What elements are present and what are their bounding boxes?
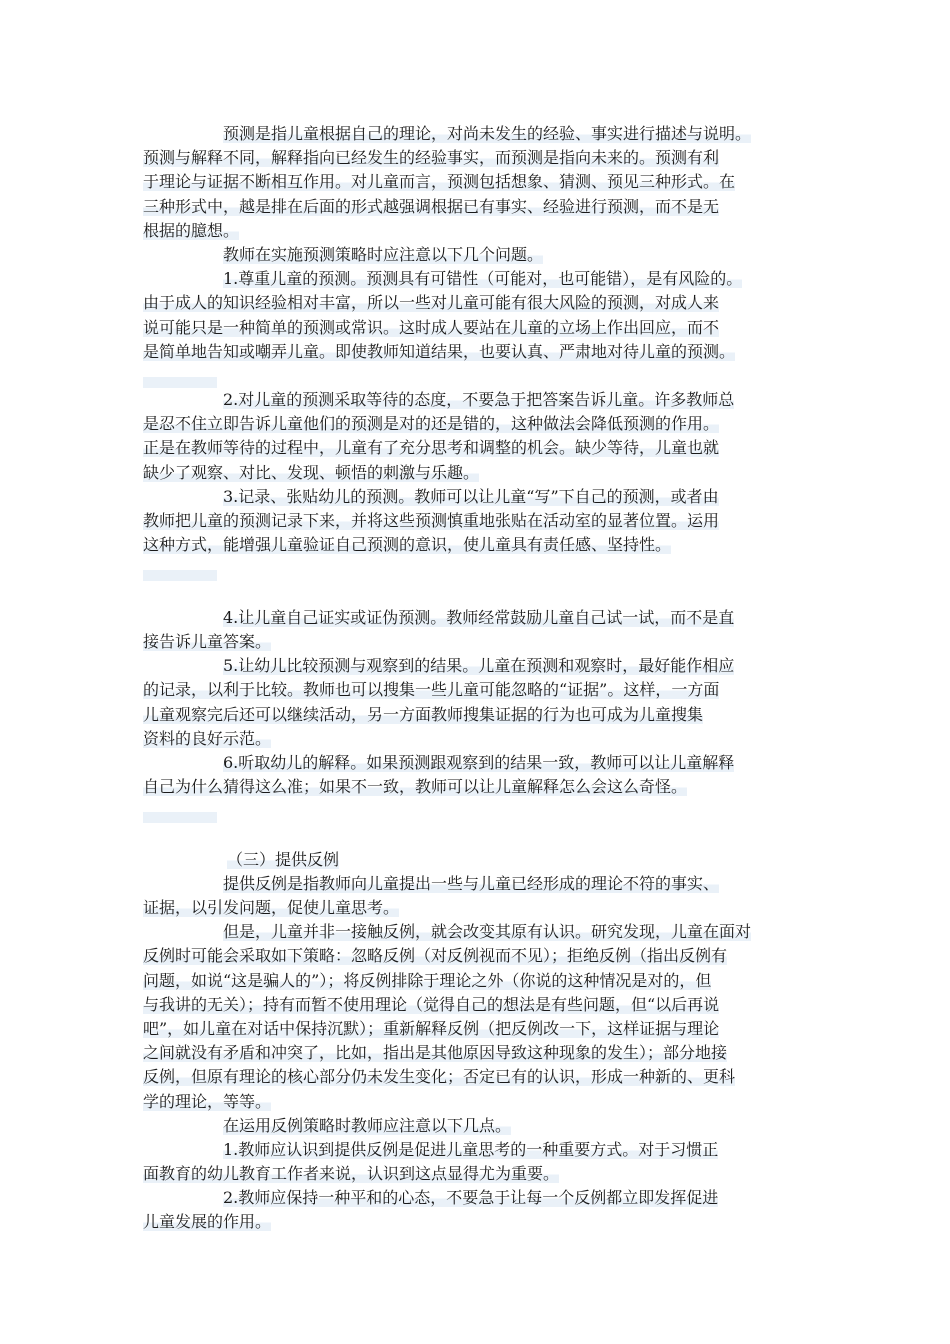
text-line (143, 1162, 809, 1186)
text-line-content: 问题，如说“这是骗人的”）；将反例排除于理论之外（你说的这种情况是对的，但 (143, 970, 712, 990)
text-line (143, 412, 809, 436)
text-line-content: 但是，儿童并非一接触反例，就会改变其原有认识。研究发现，儿童在面对 (223, 922, 752, 942)
text-line-content: 反例时可能会采取如下策略：忽略反例（对反例视而不见）；拒绝反例（指出反例有 (143, 946, 728, 966)
text-line (143, 630, 809, 654)
text-line-content: 预测与解释不同，解释指向已经发生的经验事实，而预测是指向未来的。预测有利 (143, 148, 720, 168)
text-line-content: 自己为什么猜得这么准；如果不一致，教师可以让儿童解释怎么会这么奇怪。 (143, 777, 688, 797)
text-line (143, 195, 809, 219)
document-body (143, 122, 809, 1235)
text-line-content: 吧”，如儿童在对话中保持沉默）；重新解释反例（把反例改一下，这样证据与理论 (143, 1018, 720, 1038)
text-line-content (143, 799, 217, 823)
text-line (143, 727, 809, 751)
text-line (143, 896, 809, 920)
text-line-content: 6.听取幼儿的解释。如果预测跟观察到的结果一致，教师可以让儿童解释 (223, 752, 735, 772)
text-line-content (143, 364, 217, 388)
text-line (143, 219, 809, 243)
text-line (143, 1210, 809, 1234)
text-line (143, 993, 809, 1017)
text-line (143, 606, 809, 630)
text-line-content: 1.尊重儿童的预测。预测具有可错性（可能对，也可能错），是有风险的。 (223, 269, 743, 289)
text-line-content: 的记录，以利于比较。教师也可以搜集一些儿童可能忽略的“证据”。这样，一方面 (143, 680, 720, 700)
text-line-content: 2.对儿童的预测采取等待的态度，不要急于把答案告诉儿童。许多教师总 (223, 390, 735, 410)
text-line (143, 461, 809, 485)
text-line-content: 5.让幼儿比较预测与观察到的结果。儿童在预测和观察时，最好能作相应 (223, 656, 735, 676)
text-line-content: 与我讲的无关）；持有而暂不使用理论（觉得自己的想法是有些问题，但“以后再说 (143, 994, 720, 1014)
text-line (143, 848, 809, 872)
text-line (143, 146, 809, 170)
text-line (143, 799, 809, 823)
text-line (143, 557, 809, 581)
text-line (143, 485, 809, 509)
text-line-content: 资料的良好示范。 (143, 728, 272, 748)
text-line (143, 823, 809, 847)
text-line (143, 1065, 809, 1089)
text-line (143, 316, 809, 340)
text-line-content: 正是在教师等待的过程中，儿童有了充分思考和调整的机会。缺少等待，儿童也就 (143, 438, 720, 458)
text-line-content: 预测是指儿童根据自己的理论，对尚未发生的经验、事实进行描述与说明。 (223, 124, 752, 143)
text-line (143, 678, 809, 702)
text-line-content: 三种形式中，越是排在后面的形式越强调根据已有事实、经验进行预测，而不是无 (143, 196, 720, 216)
text-line-content: 在运用反例策略时教师应注意以下几点。 (223, 1115, 512, 1135)
text-line (143, 243, 809, 267)
text-line (143, 775, 809, 799)
text-line (143, 436, 809, 460)
text-line-content: 3.记录、张贴幼儿的预测。教师可以让儿童“写”下自己的预测，或者由 (223, 486, 719, 506)
text-line-content: 反例，但原有理论的核心部分仍未发生变化；否定已有的认识，形成一种新的、更科 (143, 1067, 736, 1087)
text-line-content: 由于成人的知识经验相对丰富，所以一些对儿童可能有很大风险的预测，对成人来 (143, 293, 720, 313)
text-line (143, 751, 809, 775)
text-line (143, 1090, 809, 1114)
text-line (143, 388, 809, 412)
text-line-content: 缺少了观察、对比、发现、顿悟的刺激与乐趣。 (143, 462, 480, 482)
text-line (143, 291, 809, 315)
text-line (143, 364, 809, 388)
text-line-content (143, 557, 217, 581)
text-line (143, 582, 809, 606)
text-line-content: （三）提供反例 (227, 849, 340, 869)
text-line (143, 1041, 809, 1065)
text-line (143, 872, 809, 896)
text-line (143, 703, 809, 727)
text-line (143, 170, 809, 194)
text-line-content: 2.教师应保持一种平和的心态，不要急于让每一个反例都立即发挥促进 (223, 1188, 719, 1208)
text-line-content: 接告诉儿童答案。 (143, 631, 272, 651)
text-line-content: 这种方式，能增强儿童验证自己预测的意识，使儿童具有责任感、坚持性。 (143, 535, 672, 555)
text-line-content: 面教育的幼儿教育工作者来说，认识到这点显得尤为重要。 (143, 1164, 560, 1184)
text-line (143, 654, 809, 678)
text-line-content: 之间就没有矛盾和冲突了，比如，指出是其他原因导致这种现象的发生）；部分地接 (143, 1043, 728, 1063)
text-line (143, 340, 809, 364)
text-line-content: 是简单地告知或嘲弄儿童。即使教师知道结果，也要认真、严肃地对待儿童的预测。 (143, 341, 736, 361)
text-line (143, 944, 809, 968)
text-line-content: 提供反例是指教师向儿童提出一些与儿童已经形成的理论不符的事实、 (223, 873, 720, 893)
text-line-content: 1.教师应认识到提供反例是促进儿童思考的一种重要方式。对于习惯正 (223, 1139, 719, 1159)
text-line (143, 920, 809, 944)
text-line-content: 根据的臆想。 (143, 220, 240, 240)
text-line-content: 儿童发展的作用。 (143, 1212, 272, 1232)
text-line (143, 122, 809, 146)
text-line-content: 说可能只是一种简单的预测或常识。这时成人要站在儿童的立场上作出回应，而不 (143, 317, 720, 337)
text-line (143, 1114, 809, 1138)
text-line (143, 509, 809, 533)
text-line (143, 969, 809, 993)
text-line-content: 学的理论，等等。 (143, 1091, 272, 1111)
text-line (143, 267, 809, 291)
text-line-content: 证据，以引发问题，促使儿童思考。 (143, 898, 400, 917)
text-line (143, 1017, 809, 1041)
text-line-content: 教师在实施预测策略时应注意以下几个问题。 (223, 244, 544, 264)
text-line-content: 儿童观察完后还可以继续活动，另一方面教师搜集证据的行为也可成为儿童搜集 (143, 704, 704, 724)
text-line (143, 1186, 809, 1210)
text-line (143, 533, 809, 557)
text-line (143, 1138, 809, 1162)
text-line-content: 4.让儿童自己证实或证伪预测。教师经常鼓励儿童自己试一试，而不是直 (223, 607, 735, 627)
text-line-content: 是忍不住立即告诉儿童他们的预测是对的还是错的，这种做法会降低预测的作用。 (143, 414, 720, 434)
text-line-content: 教师把儿童的预测记录下来，并将这些预测慎重地张贴在活动室的显著位置。运用 (143, 511, 720, 530)
text-line-content: 于理论与证据不断相互作用。对儿童而言，预测包括想象、猜测、预见三种形式。在 (143, 172, 736, 192)
